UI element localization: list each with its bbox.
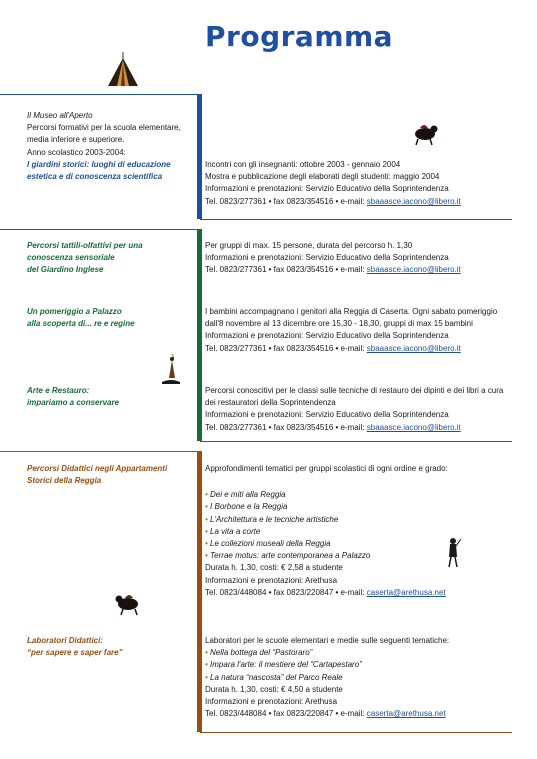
bullet-item: • L'Architettura e le tecniche artistiche (205, 514, 339, 524)
appartamenti-left (27, 463, 197, 487)
restauro-right-line: dei restauratori della Soprintendenza (205, 398, 336, 408)
restauro-right-line: Percorsi conoscitivi per le classi sulle tecniche di restauro dei dipinti e dei libri a cura (205, 386, 504, 395)
horse-rider-icon (113, 590, 143, 616)
bullet-separator: • (335, 709, 341, 719)
tattili-left-line: del Giardino Inglese (27, 265, 104, 275)
appartamenti-contact (205, 587, 515, 599)
tattili-right-line: Informazioni e prenotazioni: Servizio Educativo della Soprintendenza (205, 253, 449, 263)
museo-highlight: I giardini storici: luoghi di educazione (27, 159, 171, 169)
museo-right-line: Informazioni e prenotazioni: Servizio Educativo della Soprintendenza (205, 184, 449, 194)
appartamenti-right-line: Durata h. 1,30, costi: € 2,58 a studente (205, 563, 343, 573)
pomeriggio-left (27, 306, 197, 330)
email-link[interactable]: caserta@arethusa.net (366, 587, 446, 597)
laboratori-right (205, 635, 515, 720)
museo-right-line: Incontri con gli insegnanti: ottobre 2003 - gennaio 2004 (205, 160, 401, 169)
restauro-contact (205, 422, 515, 434)
laboratori-left-line: “per sapere e saper fare” (27, 648, 123, 658)
restauro-left-line: impariamo a conservare (27, 398, 120, 408)
laboratori-right-line: Durata h. 1,30, costi: € 4,50 a studente (205, 684, 343, 694)
divider-brown-bottom (200, 732, 512, 733)
divider-green-bottom (200, 441, 512, 442)
restauro-right (205, 385, 515, 434)
pomeriggio-right-line: dall'8 novembre al 13 dicembre ore 15,30 - 18,30, gruppi di max 15 bambini (205, 319, 473, 329)
divider-green-top (0, 229, 200, 230)
email-label: e-mail: (340, 587, 365, 597)
horse-rider-icon (410, 120, 440, 146)
email-label: e-mail: (340, 422, 365, 432)
laboratori-left (27, 635, 197, 659)
email-label: e-mail: (340, 343, 365, 353)
fax-text: fax 0823/220847 (273, 709, 334, 719)
tattili-left (27, 240, 197, 277)
laboratori-intro: Laboratori per le scuole elementari e medie sulle seguenti tematiche: (205, 636, 450, 645)
bullet-item: • Terrae motus: arte contemporanea a Palazzo (205, 551, 371, 561)
page-title: Programma (205, 20, 394, 53)
fax-text: fax 0823/354516 (273, 343, 334, 353)
bullet-separator: • (268, 422, 274, 432)
fax-text: fax 0823/220847 (273, 587, 334, 597)
museo-right-line: Mostra e pubblicazione degli elaborati degli studenti: maggio 2004 (205, 172, 440, 182)
museo-highlight: estetica e di conoscenza scientifica (27, 172, 163, 182)
bullet-separator: • (268, 587, 274, 597)
warrior-icon (443, 535, 463, 569)
bullet-separator: • (335, 343, 341, 353)
pomeriggio-left-line: Un pomeriggio a Palazzo (27, 307, 122, 316)
bullet-separator: • (268, 709, 274, 719)
email-link[interactable]: sbaaasce.iacono@libero.it (366, 422, 461, 432)
appartamenti-left-line: Percorsi Didattici negli Appartamenti (27, 464, 168, 473)
tel-text: Tel. 0823/277361 (205, 422, 267, 432)
appartamenti-right (205, 463, 515, 599)
email-link[interactable]: sbaaasce.iacono@libero.it (366, 265, 461, 275)
laboratori-right-line: Informazioni e prenotazioni: Arethusa (205, 697, 338, 707)
bullet-separator: • (268, 196, 274, 206)
appartamenti-intro: Approfondimenti tematici per gruppi scolastici di ogni ordine e grado: (205, 464, 448, 473)
tattili-contact (205, 264, 515, 276)
restauro-right-line: Informazioni e prenotazioni: Servizio Educativo della Soprintendenza (205, 410, 449, 420)
appartamenti-left-line: Storici della Reggia (27, 476, 102, 486)
laboratori-contact (205, 708, 515, 720)
museo-left-line: Il Museo all'Aperto (27, 111, 93, 120)
tattili-left-line: conoscenza sensoriale (27, 253, 115, 263)
email-label: e-mail: (340, 265, 365, 275)
bullet-item: • Nella bottega del “Pastoraro” (205, 648, 313, 658)
museo-left-line: media inferiore e superiore. (27, 135, 125, 145)
email-link[interactable]: sbaaasce.iacono@libero.it (366, 196, 461, 206)
bullet-separator: • (335, 587, 341, 597)
tel-text: Tel. 0823/277361 (205, 265, 267, 275)
statue-icon (160, 352, 182, 386)
pomeriggio-right-line: I bambini accompagnano i genitori alla Reggia di Caserta. Ogni sabato pomeriggio (205, 307, 498, 316)
laboratori-left-line: Laboratori Didattici: (27, 636, 104, 645)
bullet-separator: • (268, 265, 274, 275)
divider-blue-bottom (200, 219, 512, 220)
bullet-separator: • (335, 265, 341, 275)
fax-text: fax 0823/354516 (273, 196, 334, 206)
bullet-item: • La natura “nascosta” del Parco Reale (205, 672, 343, 682)
pomeriggio-contact (205, 343, 515, 355)
bullet-item: • Impara l'arte: il mestiere del “Cartapestaro” (205, 660, 362, 670)
bullet-item: • I Borbone e la Reggia (205, 502, 288, 512)
museo-left (27, 110, 197, 183)
restauro-left (27, 385, 197, 409)
pomeriggio-left-line: alla scoperta di... re e regine (27, 319, 135, 329)
section-bar-brown (197, 451, 202, 732)
section-bar-blue (197, 94, 202, 219)
tel-text: Tel. 0823/277361 (205, 196, 267, 206)
appartamenti-right-line: Informazioni e prenotazioni: Arethusa (205, 575, 338, 585)
divider-top (0, 94, 200, 95)
fax-text: fax 0823/354516 (273, 422, 334, 432)
tattili-right-line: Per gruppi di max. 15 persone, durata del percorso h. 1,30 (205, 241, 413, 250)
email-link[interactable]: sbaaasce.iacono@libero.it (366, 343, 461, 353)
pomeriggio-right-line: Informazioni e prenotazioni: Servizio Educativo della Soprintendenza (205, 331, 449, 341)
museo-right (205, 159, 515, 208)
tattili-left-line: Percorsi tattili-olfattivi per una (27, 241, 143, 250)
tattili-right (205, 240, 515, 277)
restauro-left-line: Arte e Restauro: (27, 386, 90, 395)
bullet-item: • Le collezioni museali della Reggia (205, 539, 331, 549)
museo-contact (205, 196, 515, 208)
bullet-separator: • (335, 422, 341, 432)
tent-icon (105, 50, 141, 96)
spacer (205, 475, 515, 489)
pomeriggio-right (205, 306, 515, 355)
museo-left-line: Percorsi formativi per la scuola elementare, (27, 123, 181, 133)
bullet-separator: • (268, 343, 274, 353)
tel-text: Tel. 0823/448084 (205, 587, 267, 597)
email-label: e-mail: (340, 709, 365, 719)
bullet-separator: • (335, 196, 341, 206)
tel-text: Tel. 0823/448084 (205, 709, 267, 719)
museo-left-line: Anno scolastico 2003-2004: (27, 147, 126, 157)
email-label: e-mail: (340, 196, 365, 206)
tel-text: Tel. 0823/277361 (205, 343, 267, 353)
divider-brown-top (0, 451, 200, 452)
email-link[interactable]: caserta@arethusa.net (366, 709, 446, 719)
section-bar-green (197, 229, 202, 441)
bullet-item: • Dei e miti alla Reggia (205, 490, 286, 500)
fax-text: fax 0823/354516 (273, 265, 334, 275)
bullet-item: • La vita a corte (205, 526, 261, 536)
